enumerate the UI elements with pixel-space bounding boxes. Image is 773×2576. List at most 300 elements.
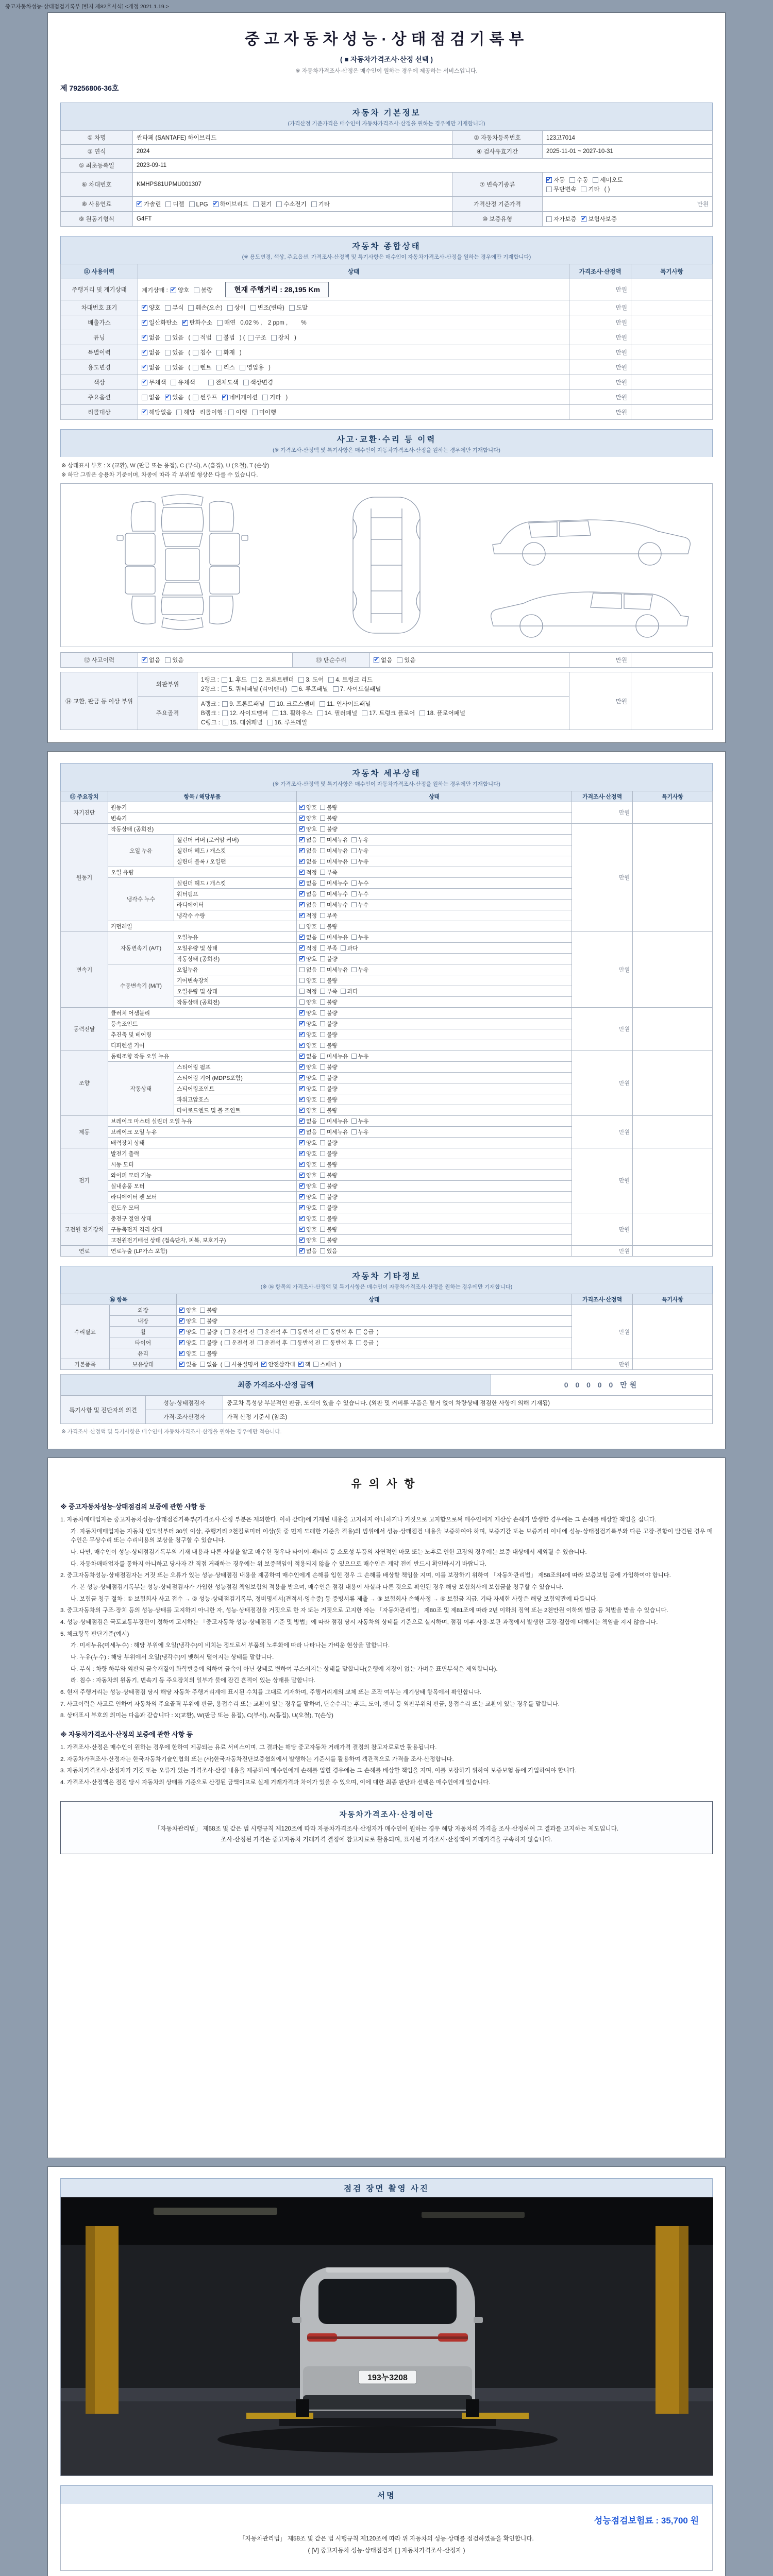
price-cell: 만원: [569, 279, 631, 300]
option-label: 불량: [326, 804, 338, 811]
checkbox-option[interactable]: [291, 1339, 321, 1347]
option-label: 불량: [206, 1318, 217, 1325]
checkbox-option[interactable]: [569, 176, 588, 184]
checkbox-option[interactable]: [299, 1117, 317, 1125]
checkbox-option[interactable]: [299, 977, 317, 985]
checkbox-option[interactable]: [270, 700, 315, 708]
option-label: 전체도색: [215, 380, 239, 386]
checkbox-option[interactable]: [217, 318, 236, 327]
checkbox-option[interactable]: [546, 176, 565, 184]
checkbox-option[interactable]: [179, 1317, 197, 1325]
checkbox-option[interactable]: [291, 1328, 321, 1336]
checkbox-option[interactable]: [320, 998, 338, 1006]
checkbox-option[interactable]: [225, 1339, 255, 1347]
option-label: 없음: [306, 967, 317, 973]
checkbox-option[interactable]: [165, 200, 184, 208]
checkbox-option[interactable]: [179, 1328, 197, 1336]
option-label: 미세누유: [326, 1053, 348, 1060]
checkbox-option[interactable]: [299, 923, 317, 930]
checkbox-option[interactable]: [320, 988, 338, 995]
checkbox-option[interactable]: [142, 303, 160, 312]
checkbox-option[interactable]: [320, 912, 338, 920]
checkbox-option[interactable]: [222, 700, 264, 708]
checkbox-option[interactable]: [299, 1053, 317, 1060]
column-header: 특기사항: [633, 791, 713, 802]
checkbox-option[interactable]: [222, 709, 268, 717]
checkbox-option[interactable]: [299, 1172, 317, 1179]
checkbox-option[interactable]: [323, 1328, 353, 1336]
checkbox-option[interactable]: [299, 825, 317, 833]
price-cell: 만원: [569, 360, 631, 375]
option-label: 보험사보증: [588, 216, 617, 223]
checkbox-option[interactable]: [299, 988, 317, 995]
checkbox-option[interactable]: [351, 901, 369, 909]
option-label: 양호: [306, 1161, 317, 1168]
checkbox-option[interactable]: [351, 836, 369, 844]
options-cell: [297, 1116, 572, 1127]
checkbox-option[interactable]: [200, 1328, 217, 1336]
checkbox-option[interactable]: [299, 1096, 317, 1104]
checkbox-option[interactable]: [299, 944, 317, 952]
checkbox-option[interactable]: [276, 200, 306, 208]
price-definition-box: [60, 1801, 713, 1854]
checkbox-option[interactable]: [213, 200, 249, 208]
checkbox-option[interactable]: [216, 348, 235, 357]
checkbox-option[interactable]: [299, 1236, 317, 1244]
checkbox-option[interactable]: [320, 1215, 338, 1223]
checkbox-option[interactable]: [320, 1204, 338, 1212]
remark-cell: [633, 1148, 713, 1213]
option-label: 있음: [172, 657, 184, 664]
checkbox-option[interactable]: [258, 1328, 288, 1336]
checkbox-option[interactable]: [320, 1139, 338, 1147]
checkbox-option[interactable]: [267, 718, 308, 726]
checkbox-option[interactable]: [351, 966, 369, 974]
document-number: 제 79256806-36호: [60, 84, 119, 92]
checkbox-option[interactable]: [222, 685, 287, 693]
checkbox-option[interactable]: [142, 393, 160, 401]
checkbox-checked-icon: [299, 870, 305, 875]
checkbox-option[interactable]: [320, 890, 348, 898]
option-label: 누유: [358, 837, 369, 843]
checkbox-icon: [276, 201, 282, 207]
price-cell: 만원: [569, 390, 631, 405]
checkbox-option[interactable]: [320, 836, 348, 844]
checkbox-option[interactable]: [299, 1074, 317, 1082]
option-label: 불법: [223, 335, 235, 341]
checkbox-option[interactable]: [216, 363, 235, 371]
checkbox-option[interactable]: [299, 869, 317, 876]
checkbox-option[interactable]: [299, 815, 317, 822]
checkbox-option[interactable]: [299, 901, 317, 909]
checkbox-icon: [419, 710, 425, 716]
checkbox-option[interactable]: [250, 303, 284, 312]
checkbox-option[interactable]: [200, 1361, 217, 1368]
remark-cell: [631, 300, 713, 315]
checkbox-option[interactable]: [142, 333, 160, 342]
checkbox-option[interactable]: [351, 858, 369, 866]
checkbox-option[interactable]: [299, 1139, 317, 1147]
option-label: 16. 루프레일: [274, 720, 308, 726]
options-cell: [138, 345, 569, 360]
checkbox-option[interactable]: [179, 1339, 197, 1347]
option-label: 부족: [326, 988, 338, 995]
checkbox-checked-icon: [142, 380, 147, 385]
price-cell: 만원: [569, 405, 631, 420]
checkbox-option[interactable]: [142, 363, 160, 371]
option-label: 누수: [358, 902, 369, 908]
remark-cell: [633, 824, 713, 932]
checkbox-option[interactable]: [351, 890, 369, 898]
checkbox-option[interactable]: [320, 879, 348, 887]
checkbox-option[interactable]: [142, 378, 166, 386]
checkbox-option[interactable]: [299, 858, 317, 866]
checkbox-option[interactable]: [299, 1009, 317, 1017]
checkbox-option[interactable]: [320, 934, 348, 941]
inspector-opinions-table: [60, 1396, 713, 1424]
checkbox-option[interactable]: [189, 201, 208, 208]
checkbox-option[interactable]: [253, 200, 272, 208]
checkbox-option[interactable]: [341, 988, 358, 995]
checkbox-icon: [341, 945, 346, 951]
checkbox-option[interactable]: [320, 1247, 338, 1255]
checkbox-option[interactable]: [320, 1107, 338, 1114]
item-text: 냉각수 수량: [174, 910, 297, 921]
checkbox-option[interactable]: [179, 1350, 197, 1358]
checkbox-option[interactable]: [320, 1063, 338, 1071]
checkbox-option[interactable]: [320, 1117, 348, 1125]
checkbox-option[interactable]: [320, 1009, 338, 1017]
checkbox-option[interactable]: [252, 408, 276, 416]
checkbox-option[interactable]: [320, 804, 338, 811]
checkbox-option[interactable]: [298, 675, 324, 684]
option-label: 기타: [318, 201, 330, 208]
row-label: ⑧ 사용연료: [61, 197, 133, 212]
form-table: [60, 264, 713, 420]
checkbox-option[interactable]: [262, 393, 281, 401]
checkbox-option[interactable]: [320, 1053, 348, 1060]
option-label: 없음: [149, 350, 161, 356]
options-cell: [297, 1062, 572, 1073]
checkbox-option[interactable]: [299, 912, 317, 920]
checkbox-option[interactable]: [317, 709, 358, 717]
checkbox-option[interactable]: [299, 1042, 317, 1049]
checkbox-option[interactable]: [299, 1020, 317, 1028]
text-fragment: ) (: [239, 335, 245, 341]
checkbox-checked-icon: [374, 657, 379, 663]
checkbox-option[interactable]: [165, 656, 183, 664]
checkbox-option[interactable]: [299, 890, 317, 898]
checkbox-option[interactable]: [311, 200, 330, 208]
checkbox-option[interactable]: [225, 1361, 258, 1368]
option-label: 불량: [326, 923, 338, 930]
checkbox-option[interactable]: [320, 1020, 338, 1028]
checkbox-option[interactable]: [320, 923, 338, 930]
checkbox-option[interactable]: [273, 709, 313, 717]
checkbox-option[interactable]: [142, 408, 172, 416]
checkbox-option[interactable]: [299, 1107, 317, 1114]
text-fragment: A랭크 :: [201, 701, 220, 708]
checkbox-option[interactable]: [182, 318, 212, 327]
checkbox-option[interactable]: [320, 1042, 338, 1049]
checkbox-option[interactable]: [341, 944, 358, 952]
checkbox-option[interactable]: [593, 176, 623, 184]
table-row: [61, 1148, 713, 1159]
checkbox-option[interactable]: [299, 1063, 317, 1071]
checkbox-option[interactable]: [298, 1361, 310, 1368]
item-text: 가격 산정 기준서 (참조): [223, 1410, 713, 1424]
checkbox-option[interactable]: [225, 1328, 255, 1336]
checkbox-option[interactable]: [142, 656, 160, 664]
checkbox-option[interactable]: [248, 333, 266, 342]
checkbox-option[interactable]: [320, 955, 338, 963]
checkbox-option[interactable]: [320, 825, 338, 833]
checkbox-option[interactable]: [299, 1215, 317, 1223]
checkbox-option[interactable]: [581, 185, 599, 193]
checkbox-option[interactable]: [165, 393, 183, 401]
checkbox-option[interactable]: [222, 393, 258, 401]
checkbox-option[interactable]: [176, 408, 195, 416]
checkbox-icon: [193, 350, 198, 355]
checkbox-option[interactable]: [313, 1361, 336, 1368]
checkbox-option[interactable]: [356, 1339, 374, 1347]
table-row: [61, 315, 713, 330]
checkbox-option[interactable]: [320, 1182, 338, 1190]
inspection-photo-image: [61, 2197, 713, 2476]
checkbox-option[interactable]: [320, 901, 348, 909]
checkbox-option[interactable]: [351, 847, 369, 855]
row-label: ⑦ 변속기종류: [452, 173, 543, 197]
checkbox-option[interactable]: [362, 709, 415, 717]
checkbox-option[interactable]: [165, 303, 183, 312]
checkbox-option[interactable]: [299, 955, 317, 963]
checkbox-option[interactable]: [320, 1193, 338, 1201]
checkbox-option[interactable]: [299, 934, 317, 941]
checkbox-option[interactable]: [328, 675, 373, 684]
table-row: [61, 405, 713, 420]
option-label: 11. 인사이드패널: [327, 701, 371, 708]
checkbox-option[interactable]: [397, 656, 415, 664]
checkbox-option[interactable]: [299, 879, 317, 887]
checkbox-option[interactable]: [299, 804, 317, 811]
checkbox-option[interactable]: [356, 1328, 374, 1336]
checkbox-option[interactable]: [165, 363, 183, 371]
checkbox-checked-icon: [142, 410, 147, 415]
checkbox-option[interactable]: [320, 1161, 338, 1168]
checkbox-option[interactable]: [351, 1128, 369, 1136]
section-overall-header: [60, 236, 713, 264]
option-label: 부족: [326, 945, 338, 952]
row-label: 작동상태: [108, 1062, 174, 1116]
checkbox-checked-icon: [299, 945, 305, 951]
price-cell: 만원: [572, 824, 633, 932]
option-label: 없음: [306, 934, 317, 941]
checkbox-option[interactable]: [179, 1361, 197, 1368]
option-label: 양호: [306, 804, 317, 811]
checkbox-option[interactable]: [299, 1085, 317, 1093]
option-label: 과다: [347, 988, 358, 995]
row-label: 기본품목: [61, 1359, 110, 1370]
options-cell: [177, 1348, 572, 1359]
checkbox-option[interactable]: [581, 215, 617, 223]
table-row: [61, 824, 713, 835]
option-label: 양호: [306, 1042, 317, 1049]
checkbox-option[interactable]: [228, 408, 247, 416]
checkbox-option[interactable]: [200, 1339, 217, 1347]
checkbox-option[interactable]: [320, 944, 338, 952]
checkbox-option[interactable]: [200, 1317, 217, 1325]
checkbox-option[interactable]: [299, 1247, 317, 1255]
checkbox-option[interactable]: [299, 1182, 317, 1190]
checkbox-option[interactable]: [258, 1339, 288, 1347]
checkbox-option[interactable]: [299, 1226, 317, 1233]
checkbox-option[interactable]: [320, 1085, 338, 1093]
checkbox-option[interactable]: [292, 685, 328, 693]
options-cell: [297, 1181, 572, 1192]
checkbox-option[interactable]: [323, 1339, 353, 1347]
checkbox-option[interactable]: [320, 700, 371, 708]
option-label: 적정: [306, 869, 317, 876]
checkbox-option[interactable]: [333, 685, 381, 693]
option-label: 미세누유: [326, 848, 348, 854]
checkbox-option[interactable]: [320, 1172, 338, 1179]
checkbox-option[interactable]: [546, 185, 576, 193]
checkbox-option[interactable]: [222, 675, 247, 684]
option-label: 디젤: [173, 201, 184, 208]
options-cell: [297, 1094, 572, 1105]
checkbox-option[interactable]: [320, 1074, 338, 1082]
checkbox-icon: [200, 1308, 205, 1313]
checkbox-option[interactable]: [320, 869, 338, 876]
options-cell: [297, 1138, 572, 1148]
checkbox-option[interactable]: [299, 998, 317, 1006]
checkbox-option[interactable]: [200, 1307, 217, 1314]
row-label: 주요옵션: [61, 390, 138, 405]
option-label: 탄화수소: [189, 320, 212, 326]
item-text: 작동상태 (공회전): [108, 824, 297, 835]
checkbox-option[interactable]: [351, 1053, 369, 1060]
checkbox-option[interactable]: [193, 348, 211, 357]
checkbox-option[interactable]: [299, 1150, 317, 1158]
checkbox-icon: [320, 701, 325, 707]
checkbox-option[interactable]: [320, 1226, 338, 1233]
checkbox-option[interactable]: [419, 709, 465, 717]
notice-paragraph: 7. 사고이력은 사고로 인하여 자동차의 주요골격 부위에 판금, 용접수리 또는 교환이 있는 경우를 말하며, 단순수리는 후드, 도어, 펜더 등 외판부위의 판금, 용접수리 또는 교환이 있는 경우를 말합니다.: [60, 1701, 560, 1707]
checkbox-option[interactable]: [320, 815, 338, 822]
checkbox-option[interactable]: [299, 966, 317, 974]
checkbox-option[interactable]: [193, 363, 211, 371]
checkbox-icon: [165, 305, 171, 311]
options-cell: [297, 1148, 572, 1159]
checkbox-option[interactable]: [299, 847, 317, 855]
options-cell: [297, 889, 572, 900]
table-row: [61, 1116, 713, 1127]
table-row: [61, 1008, 713, 1019]
option-label: 불량: [326, 1150, 338, 1157]
checkbox-option[interactable]: [546, 215, 576, 223]
checkbox-option[interactable]: [165, 333, 183, 342]
item-text: 연료누출 (LP가스 포함): [108, 1246, 297, 1257]
checkbox-option[interactable]: [208, 378, 238, 386]
checkbox-option[interactable]: [216, 333, 235, 342]
options-cell: [297, 1105, 572, 1116]
checkbox-option[interactable]: [351, 879, 369, 887]
checkbox-icon: [320, 1064, 325, 1070]
checkbox-option[interactable]: [320, 1236, 338, 1244]
checkbox-option[interactable]: [193, 393, 217, 401]
checkbox-option[interactable]: [320, 1128, 348, 1136]
checkbox-option[interactable]: [299, 836, 317, 844]
checkbox-option[interactable]: [165, 348, 183, 357]
checkbox-option[interactable]: [320, 847, 348, 855]
option-label: 양호: [306, 1172, 317, 1179]
checkbox-option[interactable]: [374, 656, 392, 664]
checkbox-option[interactable]: [289, 303, 308, 312]
option-label: 양호: [306, 1096, 317, 1103]
accident-legend: [61, 462, 712, 480]
section-title: 자동차 종합상태: [352, 242, 421, 251]
checkbox-option[interactable]: [251, 675, 294, 684]
checkbox-option[interactable]: [188, 303, 222, 312]
checkbox-option[interactable]: [142, 348, 160, 357]
value-text: 123고7014: [543, 131, 713, 145]
checkbox-option[interactable]: [299, 1204, 317, 1212]
checkbox-option[interactable]: [243, 378, 273, 386]
table-row: [61, 1051, 713, 1062]
checkbox-checked-icon: [299, 1118, 305, 1124]
checkbox-option[interactable]: [299, 1161, 317, 1168]
option-label: 불량: [326, 1161, 338, 1168]
section-title: 서명: [377, 2492, 396, 2500]
checkbox-option[interactable]: [320, 966, 348, 974]
ceiling-light: [422, 2212, 525, 2218]
row-label: ⑭ 교환, 판금 등 이상 부위: [61, 672, 138, 730]
checkbox-option[interactable]: [351, 934, 369, 941]
checkbox-checked-icon: [299, 1162, 305, 1167]
checkbox-option[interactable]: [320, 858, 348, 866]
checkbox-option[interactable]: [240, 363, 264, 371]
notice-paragraph: 나. 다만, 매수인이 성능·상태점검기록부의 기재 내용과 다른 사실을 알고 매수한 경우나 타이어·배터리 등 소모성 부품의 자연적인 마모 또는 노후로 인한 고장의 경우에는 보증 대상에서 제외될 수 있습니다.: [71, 1549, 587, 1556]
checkbox-option[interactable]: [227, 303, 246, 312]
checkbox-icon: [250, 305, 256, 311]
checkbox-option[interactable]: [142, 318, 178, 327]
option-label: 자동: [553, 177, 565, 183]
item-text: 충전구 절연 상태: [108, 1213, 297, 1224]
checkbox-option[interactable]: [320, 1096, 338, 1104]
checkbox-option[interactable]: [200, 1350, 217, 1358]
options-cell: [297, 943, 572, 954]
checkbox-option[interactable]: [194, 286, 212, 294]
checkbox-option[interactable]: [351, 1117, 369, 1125]
checkbox-option[interactable]: [171, 286, 189, 294]
checkbox-option[interactable]: [320, 1150, 338, 1158]
checkbox-option[interactable]: [223, 718, 263, 726]
checkbox-option[interactable]: [299, 1031, 317, 1039]
checkbox-option[interactable]: [299, 1193, 317, 1201]
checkbox-option[interactable]: [271, 333, 290, 342]
checkbox-option[interactable]: [171, 378, 195, 386]
checkbox-option[interactable]: [261, 1361, 295, 1368]
checkbox-option[interactable]: [299, 1128, 317, 1136]
options-cell: [297, 1246, 572, 1257]
text-fragment: (: [188, 395, 191, 401]
checkbox-option[interactable]: [320, 1031, 338, 1039]
checkbox-option[interactable]: [137, 200, 161, 208]
item-text: 클러치 어셈블리: [108, 1008, 297, 1019]
checkbox-option[interactable]: [179, 1307, 197, 1314]
checkbox-option[interactable]: [320, 977, 338, 985]
checkbox-option[interactable]: [193, 333, 211, 342]
